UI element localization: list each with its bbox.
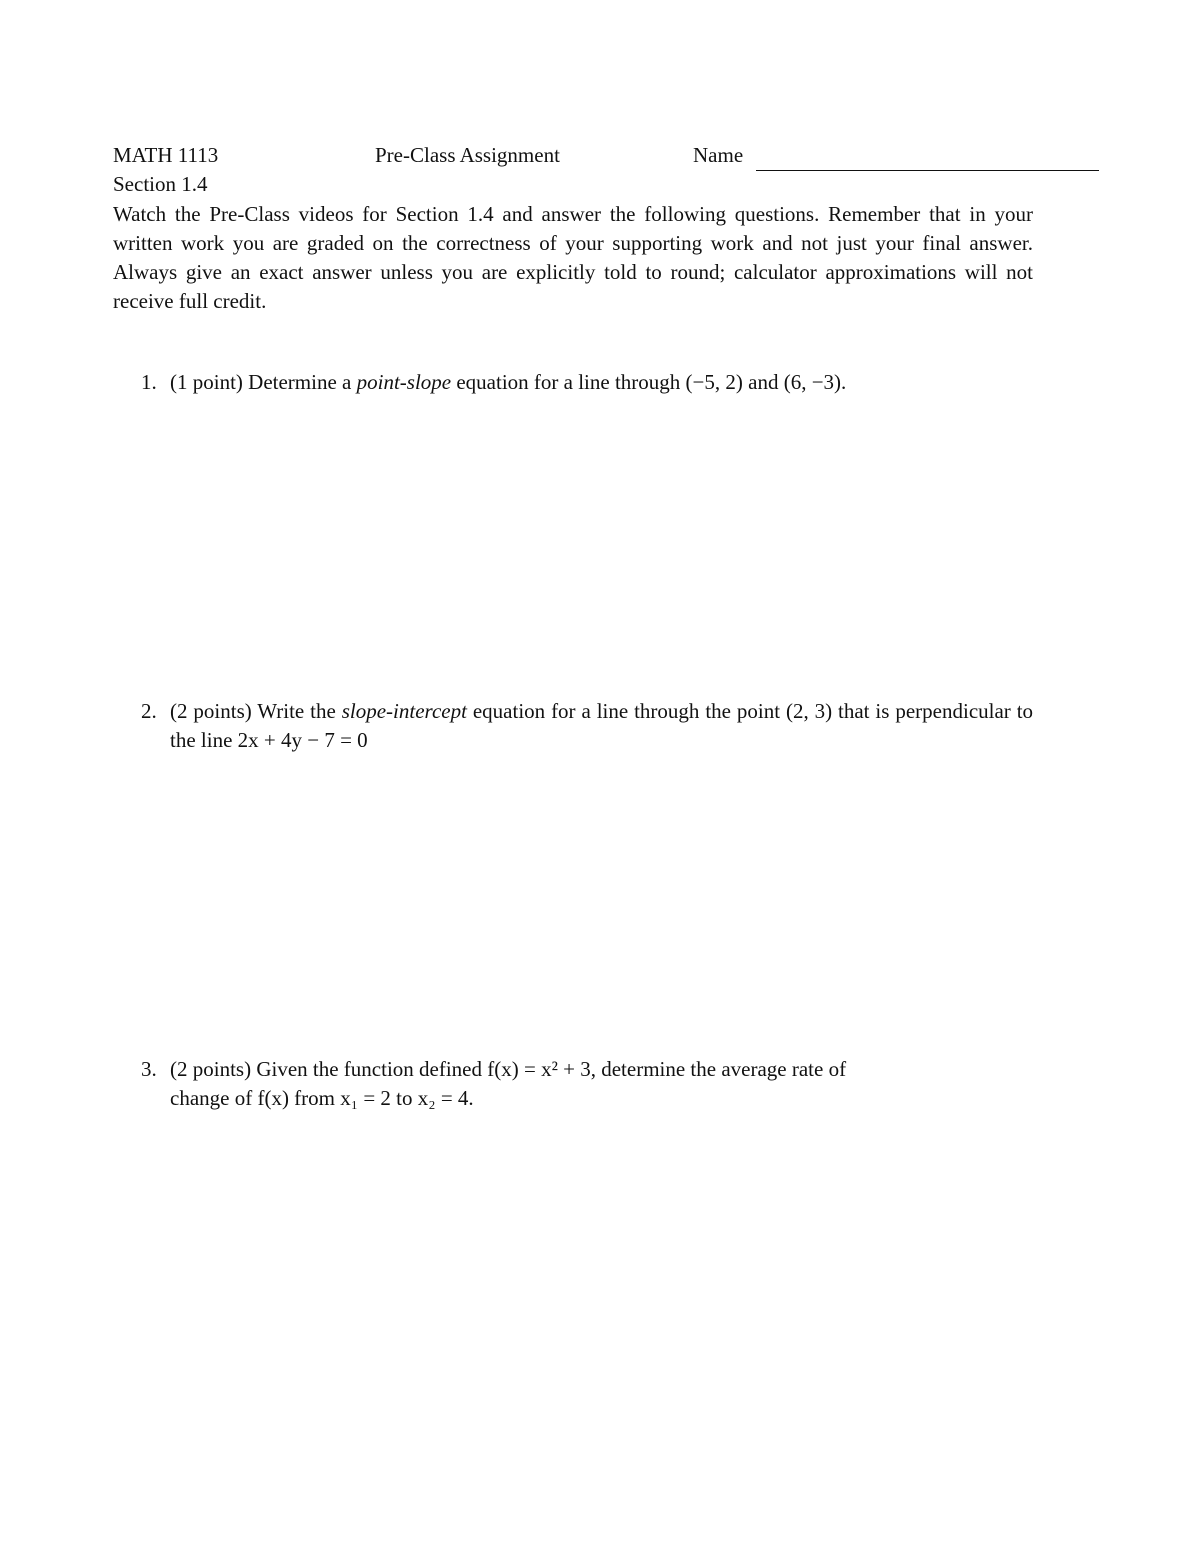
question-text-after: equation for a line through the point (2, 3) that is perpendicular to the line 2x + 4y − 7 = 0 <box>170 699 1034 752</box>
question-line-2: change of f(x) from x₁ = 2 to x₂ = 4. <box>170 1086 474 1110</box>
question-2 <box>113 697 1033 755</box>
question-body <box>170 697 1033 755</box>
assignment-title: Pre-Class Assignment <box>375 143 560 167</box>
instructions-paragraph: Watch the Pre-Class videos for Section 1.4 and answer the following questions. Remember that in your written work you are graded on the correctness of your supporting work and not just your final answer. Always give an exact answer unless you are explicitly told to round; calculator approximations will not receive full credit. <box>113 202 1033 313</box>
question-emphasis: point-slope <box>356 370 452 394</box>
header-row <box>113 143 1103 173</box>
question-body <box>170 368 1033 397</box>
question-number: 1. <box>141 370 157 394</box>
question-1 <box>113 368 1033 397</box>
question-points: (1 point) <box>170 370 243 394</box>
name-blank-line[interactable] <box>756 170 1099 171</box>
section-label: Section 1.4 <box>113 172 208 196</box>
question-line-1: Given the function defined f(x) = x² + 3, determine the average rate of <box>256 1057 847 1081</box>
question-text-after: equation for a line through (−5, 2) and (6, −3). <box>456 370 847 394</box>
question-number: 3. <box>141 1057 157 1081</box>
question-points: (2 points) <box>170 699 252 723</box>
question-text-before: Determine a <box>248 370 352 394</box>
question-3 <box>113 1055 1033 1113</box>
question-number: 2. <box>141 699 157 723</box>
name-label: Name <box>693 143 744 167</box>
question-emphasis: slope-intercept <box>341 699 467 723</box>
question-body <box>170 1055 1033 1113</box>
course-code: MATH 1113 <box>113 143 219 167</box>
question-points: (2 points) <box>170 1057 252 1081</box>
question-text-before: Write the <box>257 699 336 723</box>
